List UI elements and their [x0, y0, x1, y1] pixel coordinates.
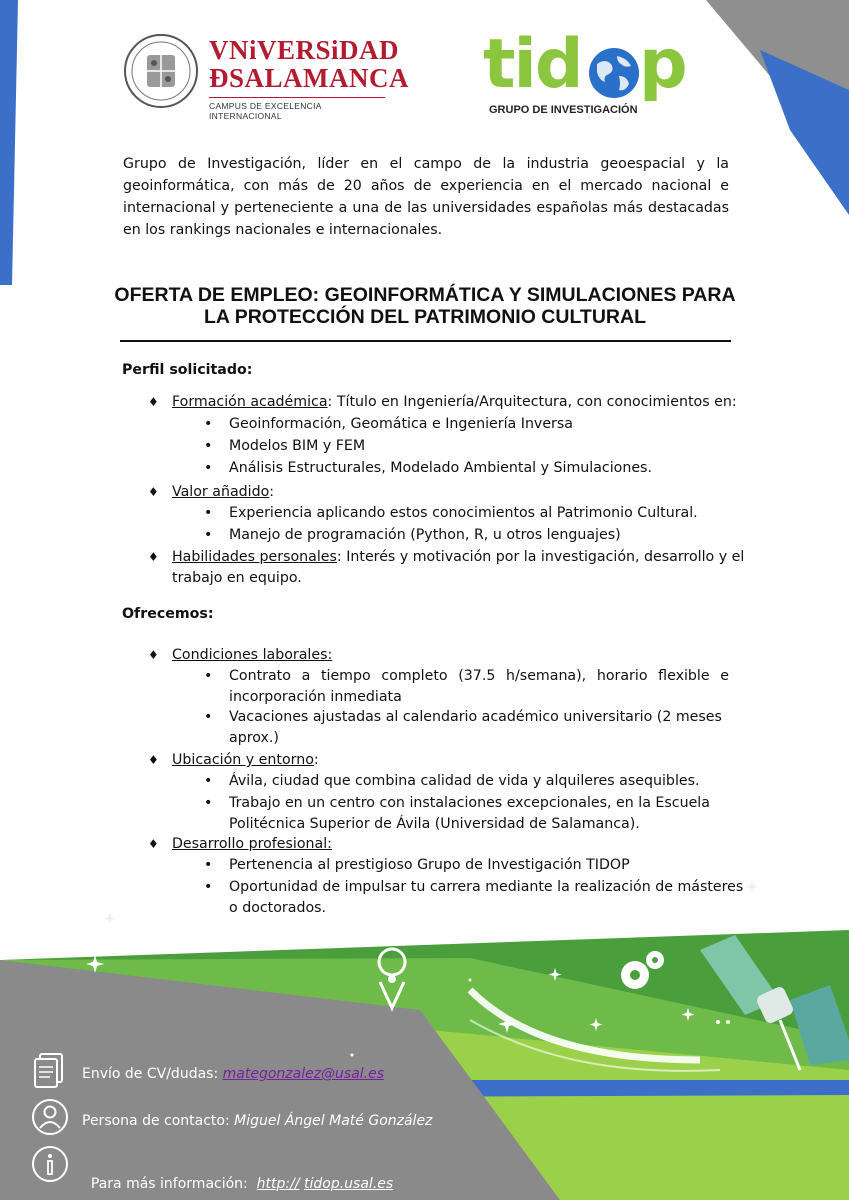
cv-label: Envío de CV/dudas:: [82, 1066, 223, 1082]
offer-desarrollo: [148, 836, 332, 852]
diamond-bullet-icon: ♦: [148, 753, 159, 767]
job-title-line2: LA PROTECCIÓN DEL PATRIMONIO CULTURAL: [204, 306, 646, 328]
list-item: • Pertenencia al prestigioso Grupo de Investigación TIDOP: [204, 857, 630, 873]
habilidades-label: Habilidades personales: [172, 549, 337, 565]
usal-seal-icon: [123, 33, 199, 109]
usal-logo: [123, 33, 409, 121]
list-item: • Geoinformación, Geomática e Ingeniería Inversa: [204, 416, 573, 432]
diamond-bullet-icon: ♦: [148, 395, 159, 409]
desarrollo-label: Desarrollo profesional:: [172, 836, 332, 852]
contact-name: Miguel Ángel Maté González: [234, 1113, 433, 1129]
footer-cv-row: [82, 1066, 384, 1082]
contact-label: Persona de contacto:: [82, 1113, 235, 1129]
tidop-word-right: p: [639, 25, 686, 104]
document-icon: [30, 1050, 70, 1090]
list-item: • Oportunidad de impulsar tu carrera mediante la realización de másteres o doctorados.: [204, 879, 744, 916]
ubicacion-label: Ubicación y entorno: [172, 752, 314, 768]
offer-ubicacion: ♦ Ubicación y entorno:: [148, 752, 319, 768]
formacion-text: : Título en Ingeniería/Arquitectura, con conocimientos en:: [327, 394, 737, 410]
list-item: • Experiencia aplicando estos conocimientos al Patrimonio Cultural.: [204, 505, 698, 521]
offer-heading: Ofrecemos:: [122, 606, 214, 622]
profile-habilidades: ♦ Habilidades personales: Interés y motivación por la investigación, desarrollo y el trabajo en equipo.: [148, 549, 745, 586]
info-icon: [30, 1144, 70, 1184]
diamond-bullet-icon: ♦: [148, 550, 159, 564]
condiciones-label: Condiciones laborales:: [172, 647, 333, 663]
usal-tagline: CAMPUS DE EXCELENCIA INTERNACIONAL: [209, 101, 322, 121]
footer-contact-row: [82, 1113, 432, 1129]
offer-condiciones: [148, 647, 333, 663]
person-icon: [30, 1097, 70, 1137]
profile-heading: Perfil solicitado:: [122, 362, 253, 378]
diamond-bullet-icon: ♦: [148, 648, 159, 662]
list-item: • Modelos BIM y FEM: [204, 438, 366, 454]
job-title: [100, 284, 750, 328]
title-divider: [120, 340, 731, 342]
tidop-subtitle: GRUPO DE INVESTIGACIÓN: [489, 104, 638, 116]
tidop-logo: [483, 25, 693, 122]
top-left-blue-band: [0, 0, 18, 285]
list-item: • Análisis Estructurales, Modelado Ambiental y Simulaciones.: [204, 460, 652, 476]
intro-paragraph: Grupo de Investigación, líder en el campo de la industria geoespacial y la geoinformática, con más de 20 años de experiencia en el mercado nacional e internacional y perteneciente a una de las universidades españolas más destacadas en los rankings nacionales e internacionales.: [123, 156, 729, 238]
tidop-word-left: tid: [483, 25, 582, 104]
info-link-prefix[interactable]: http://: [256, 1176, 300, 1192]
cv-email-link[interactable]: mategonzalez@usal.es: [222, 1066, 385, 1082]
usal-name-line2: ÐSALAMANCA: [209, 63, 409, 93]
valor-label: Valor añadido: [172, 484, 270, 500]
job-title-line1: OFERTA DE EMPLEO: GEOINFORMÁTICA Y SIMULACIONES PARA: [114, 284, 736, 306]
list-item: • Trabajo en un centro con instalaciones excepcionales, en la Escuela Politécnica Superior de Ávila (Universidad de Salamanca).: [204, 795, 710, 832]
list-item: • Ávila, ciudad que combina calidad de vida y alquileres asequibles.: [204, 773, 700, 789]
profile-formacion: [148, 394, 748, 410]
diamond-bullet-icon: ♦: [148, 837, 159, 851]
usal-name-line1: VNiVERSiDAD: [209, 35, 400, 65]
footer-info-row: [82, 1160, 393, 1192]
info-link-site[interactable]: tidop.usal.es: [304, 1176, 394, 1192]
profile-valor: ♦ Valor añadido:: [148, 484, 275, 500]
info-label: Para más información:: [90, 1176, 257, 1192]
diamond-bullet-icon: ♦: [148, 485, 159, 499]
list-item: • Contrato a tiempo completo (37.5 h/semana), horario flexible e incorporación inmediata: [204, 668, 729, 705]
formacion-label: Formación académica: [172, 394, 328, 410]
list-item: • Manejo de programación (Python, R, u otros lenguajes): [204, 527, 621, 543]
globe-icon: [587, 46, 641, 100]
list-item: • Vacaciones ajustadas al calendario académico universitario (2 meses aprox.): [204, 709, 722, 746]
